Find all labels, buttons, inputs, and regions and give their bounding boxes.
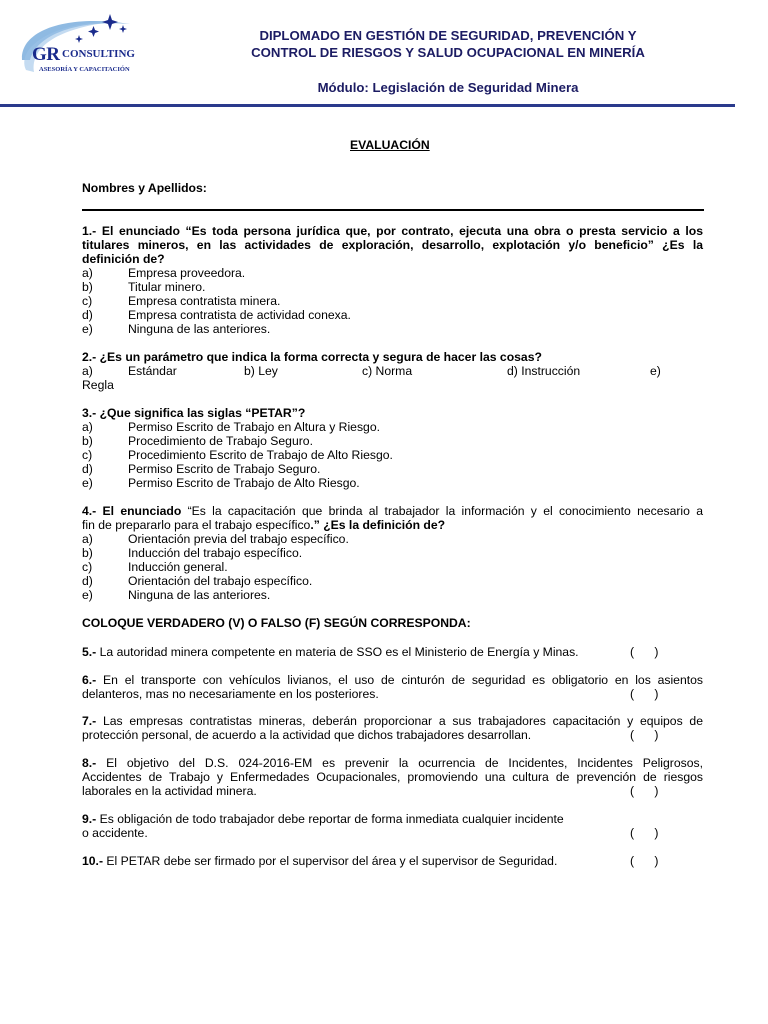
q3-text: 3.- ¿Que significa las siglas “PETAR”? bbox=[82, 406, 306, 420]
q4-text-line2 bbox=[82, 518, 445, 532]
q4-option-text: Inducción del trabajo específico. bbox=[128, 546, 303, 560]
header-divider bbox=[0, 104, 735, 107]
q2-option-a-letter: a) bbox=[82, 364, 93, 378]
q3-option-letter: a) bbox=[82, 420, 93, 434]
q3-option-letter: c) bbox=[82, 448, 93, 462]
q10-answer-box[interactable]: ( ) bbox=[630, 854, 659, 868]
q3-option-letter: e) bbox=[82, 476, 93, 490]
logo-subtitle: ASESORÍA Y CAPACITACIÓN bbox=[39, 66, 130, 73]
q2-option-d: d) Instrucción bbox=[507, 364, 581, 378]
true-false-instructions: COLOQUE VERDADERO (V) O FALSO (F) SEGÚN CORRESPONDA: bbox=[82, 616, 471, 630]
q6-text-line1 bbox=[82, 673, 703, 687]
module-title: Módulo: Legislación de Seguridad Minera bbox=[317, 80, 579, 95]
diploma-title-line1: DIPLOMADO EN GESTIÓN DE SEGURIDAD, PREVENCIÓN Y bbox=[259, 28, 637, 43]
q3-option-letter: d) bbox=[82, 462, 93, 476]
logo-gr-text: GR bbox=[32, 44, 60, 65]
q7-statement-part1: Las empresas contratistas mineras, deberán proporcionar a sus trabajadores capacitación y equipos de bbox=[96, 714, 703, 728]
diploma-title-line2: CONTROL DE RIESGOS Y SALUD OCUPACIONAL EN MINERÍA bbox=[251, 45, 645, 60]
q5-statement: La autoridad minera competente en materia de SSO es el Ministerio de Energía y Minas. bbox=[96, 645, 579, 659]
q4-text-part3: .” ¿Es la definición de? bbox=[310, 518, 446, 532]
q9-answer-box[interactable]: ( ) bbox=[630, 826, 659, 840]
company-logo bbox=[12, 8, 142, 88]
q5-answer-box[interactable]: ( ) bbox=[630, 645, 659, 659]
q1-text-line2: titulares mineros, en las actividades de exploración, desarrollo, explotación y/o beneficio” ¿Es la bbox=[82, 238, 703, 252]
q4-option-letter: d) bbox=[82, 574, 93, 588]
q1-option-text: Empresa contratista de actividad conexa. bbox=[128, 308, 351, 322]
q3-option-text: Permiso Escrito de Trabajo de Alto Riesgo. bbox=[128, 476, 360, 490]
q1-option-letter: d) bbox=[82, 308, 93, 322]
q10-number: 10.- bbox=[82, 854, 104, 868]
name-label: Nombres y Apellidos: bbox=[82, 181, 207, 195]
q8-answer-box[interactable]: ( ) bbox=[630, 784, 659, 798]
q8-statement-part1: El objetivo del D.S. 024-2016-EM es prevenir la ocurrencia de Incidentes, Incidentes Peligrosos, bbox=[96, 756, 703, 770]
q1-option-text: Empresa proveedora. bbox=[128, 266, 246, 280]
q9-text-line1 bbox=[82, 812, 564, 826]
q4-option-text: Inducción general. bbox=[128, 560, 228, 574]
q2-text: 2.- ¿Es un parámetro que indica la forma correcta y segura de hacer las cosas? bbox=[82, 350, 542, 364]
q9-statement-part1: Es obligación de todo trabajador debe reportar de forma inmediata cualquier incidente bbox=[96, 812, 564, 826]
q5-text bbox=[82, 645, 579, 659]
q2-option-e-letter: e) bbox=[650, 364, 661, 378]
q3-option-text: Permiso Escrito de Trabajo en Altura y Riesgo. bbox=[128, 420, 380, 434]
q8-text-line2: Accidentes de Trabajo y Enfermedades Ocupacionales, promoviendo una cultura de prevención de riesgos bbox=[82, 770, 703, 784]
q6-number: 6.- bbox=[82, 673, 97, 687]
q2-option-a-text: Estándar bbox=[128, 364, 177, 378]
q1-option-letter: b) bbox=[82, 280, 93, 294]
q9-text-line2: o accidente. bbox=[82, 826, 148, 840]
q1-text-line1: 1.- El enunciado “Es toda persona jurídica que, por contrato, ejecuta una obra o presta servicio a los bbox=[82, 224, 703, 238]
q6-answer-box[interactable]: ( ) bbox=[630, 687, 659, 701]
q7-answer-box[interactable]: ( ) bbox=[630, 728, 659, 742]
q4-option-letter: a) bbox=[82, 532, 93, 546]
q4-lead: 4.- El enunciado bbox=[82, 504, 182, 518]
name-line[interactable] bbox=[82, 209, 704, 211]
q1-option-letter: e) bbox=[82, 322, 93, 336]
q5-number: 5.- bbox=[82, 645, 97, 659]
logo-consulting-text: CONSULTING bbox=[62, 48, 135, 60]
q4-option-text: Orientación del trabajo específico. bbox=[128, 574, 313, 588]
q4-option-text: Ninguna de las anteriores. bbox=[128, 588, 271, 602]
q10-statement: El PETAR debe ser firmado por el supervisor del área y el supervisor de Seguridad. bbox=[103, 854, 558, 868]
q4-option-letter: e) bbox=[82, 588, 93, 602]
q3-option-letter: b) bbox=[82, 434, 93, 448]
q2-option-c: c) Norma bbox=[362, 364, 413, 378]
q7-text-line1 bbox=[82, 714, 703, 728]
q1-option-text: Empresa contratista minera. bbox=[128, 294, 281, 308]
q1-option-text: Titular minero. bbox=[128, 280, 206, 294]
q1-text-line3: definición de? bbox=[82, 252, 165, 266]
q8-text-line3: laborales en la actividad minera. bbox=[82, 784, 257, 798]
q1-option-text: Ninguna de las anteriores. bbox=[128, 322, 271, 336]
q2-option-e-text: Regla bbox=[82, 378, 114, 392]
evaluation-heading: EVALUACIÓN bbox=[350, 138, 430, 152]
q2-option-b: b) Ley bbox=[244, 364, 278, 378]
q4-text-line1 bbox=[82, 504, 703, 518]
q7-text-line2: protección personal, de acuerdo a la actividad que dichos trabajadores desarrollan. bbox=[82, 728, 532, 742]
q1-option-letter: c) bbox=[82, 294, 93, 308]
q4-text-part1: “Es la capacitación que brinda al trabajador la información y el conocimiento necesario a bbox=[181, 504, 703, 518]
q3-option-text: Procedimiento de Trabajo Seguro. bbox=[128, 434, 313, 448]
q6-statement-part1: En el transporte con vehículos livianos, el uso de cinturón de seguridad es obligatorio en los asientos bbox=[96, 673, 703, 687]
q8-text-line1 bbox=[82, 756, 703, 770]
q4-option-text: Orientación previa del trabajo específico. bbox=[128, 532, 349, 546]
q4-text-part2: fin de prepararlo para el trabajo específico bbox=[82, 518, 311, 532]
q10-text bbox=[82, 854, 557, 868]
q3-option-text: Permiso Escrito de Trabajo Seguro. bbox=[128, 462, 321, 476]
q9-number: 9.- bbox=[82, 812, 97, 826]
q4-option-letter: c) bbox=[82, 560, 93, 574]
q4-option-letter: b) bbox=[82, 546, 93, 560]
q7-number: 7.- bbox=[82, 714, 97, 728]
q1-option-letter: a) bbox=[82, 266, 93, 280]
q3-option-text: Procedimiento Escrito de Trabajo de Alto Riesgo. bbox=[128, 448, 393, 462]
q8-number: 8.- bbox=[82, 756, 97, 770]
q6-text-line2: delanteros, mas no necesariamente en los posteriores. bbox=[82, 687, 379, 701]
